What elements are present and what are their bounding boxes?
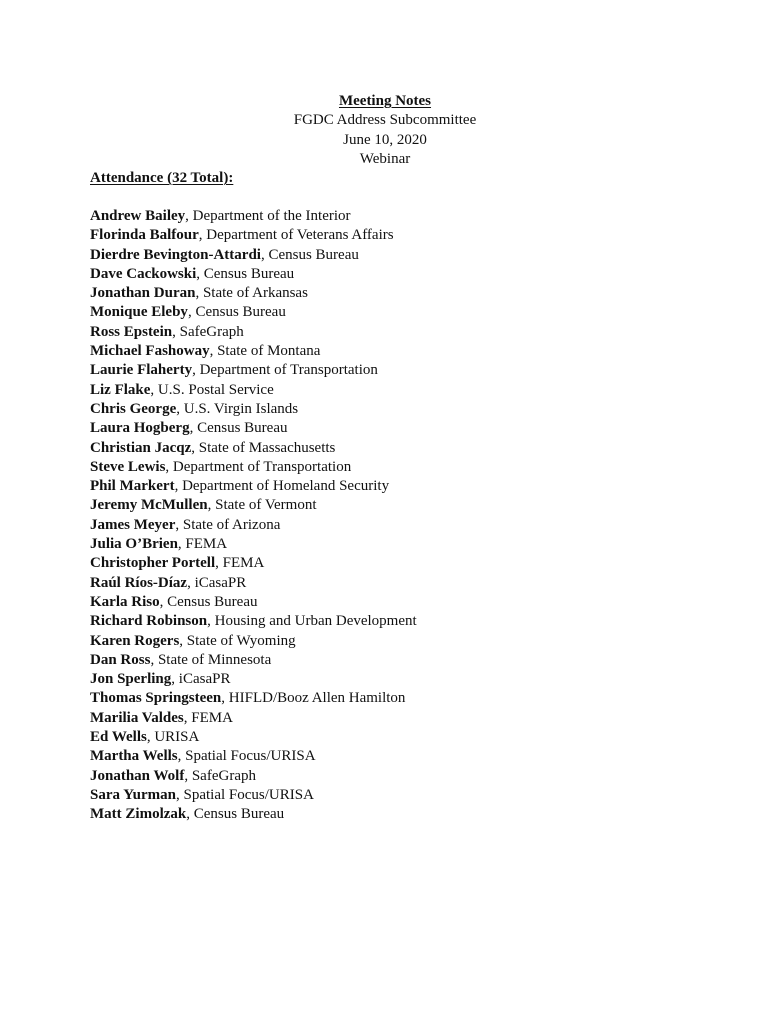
- attendee-name: Steve Lewis: [90, 458, 166, 475]
- attendee-organization: , State of Wyoming: [179, 632, 296, 649]
- attendee-name: Laura Hogberg: [90, 420, 190, 437]
- attendee-item: [90, 767, 417, 786]
- attendee-name: Monique Eleby: [90, 304, 188, 321]
- attendee-organization: , State of Minnesota: [150, 651, 272, 668]
- attendee-list: [90, 207, 417, 825]
- attendee-name: Raúl Ríos-Díaz: [90, 574, 188, 591]
- attendee-name: Jonathan Wolf: [90, 767, 185, 784]
- attendee-name: Richard Robinson: [90, 613, 208, 630]
- attendee-organization: , State of Arkansas: [195, 285, 308, 302]
- attendee-organization: , U.S. Postal Service: [150, 381, 274, 398]
- attendee-item: [90, 439, 417, 458]
- attendee-item: [90, 728, 417, 747]
- attendee-item: [90, 535, 417, 554]
- document-header: [0, 92, 770, 169]
- attendee-name: Thomas Springsteen: [90, 690, 222, 707]
- attendee-organization: , Spatial Focus/URISA: [176, 786, 314, 803]
- attendee-name: Julia O’Brien: [90, 536, 178, 553]
- attendee-item: [90, 361, 417, 380]
- attendee-item: [90, 400, 417, 419]
- attendee-name: Ross Epstein: [90, 323, 173, 340]
- attendee-organization: , Census Bureau: [159, 593, 258, 610]
- attendee-organization: , State of Montana: [209, 343, 321, 360]
- attendee-name: Dave Cackowski: [90, 265, 197, 282]
- page-title: Meeting Notes: [338, 93, 432, 109]
- attendee-organization: , Census Bureau: [189, 420, 288, 437]
- attendee-organization: , SafeGraph: [184, 767, 256, 784]
- attendee-name: Jonathan Duran: [90, 285, 196, 302]
- attendee-organization: , Department of Homeland Security: [174, 478, 390, 495]
- attendee-item: [90, 516, 417, 535]
- attendee-organization: , Spatial Focus/URISA: [177, 748, 316, 765]
- attendee-name: Christian Jacqz: [90, 439, 192, 456]
- attendee-item: [90, 747, 417, 766]
- attendee-organization: , Census Bureau: [186, 806, 285, 823]
- attendee-item: [90, 265, 417, 284]
- attendee-name: Laurie Flaherty: [90, 362, 193, 379]
- attendee-item: [90, 246, 417, 265]
- attendee-name: Phil Markert: [90, 478, 175, 495]
- meeting-date: June 10, 2020: [343, 131, 427, 148]
- attendee-item: [90, 381, 417, 400]
- attendee-item: [90, 689, 417, 708]
- attendee-organization: , FEMA: [183, 709, 233, 726]
- attendee-name: Karla Riso: [90, 593, 160, 610]
- attendee-name: Dierdre Bevington-Attardi: [90, 246, 261, 263]
- attendee-name: Michael Fashoway: [90, 343, 210, 360]
- attendee-organization: , HIFLD/Booz Allen Hamilton: [221, 690, 406, 707]
- attendee-name: Sara Yurman: [90, 786, 176, 803]
- attendee-organization: , URISA: [146, 729, 200, 746]
- attendee-item: [90, 632, 417, 651]
- attendee-item: [90, 477, 417, 496]
- attendee-name: Jeremy McMullen: [90, 497, 208, 514]
- attendee-organization: , Department of the Interior: [185, 208, 351, 224]
- attendee-name: Florinda Balfour: [90, 227, 199, 244]
- attendee-organization: , State of Arizona: [175, 516, 281, 533]
- attendee-item: [90, 303, 417, 322]
- attendance-heading: Attendance (32 Total):: [90, 170, 234, 186]
- attendee-item: [90, 207, 417, 226]
- attendee-name: Matt Zimolzak: [90, 806, 187, 823]
- attendee-item: [90, 786, 417, 805]
- attendee-name: James Meyer: [90, 516, 176, 533]
- attendee-item: [90, 284, 417, 303]
- attendee-item: [90, 651, 417, 670]
- attendee-item: [90, 593, 417, 612]
- attendee-item: [90, 323, 417, 342]
- attendee-name: Ed Wells: [90, 729, 147, 746]
- attendee-name: Liz Flake: [90, 381, 151, 398]
- attendee-organization: , Department of Transportation: [165, 458, 352, 475]
- attendee-name: Christopher Portell: [90, 555, 216, 572]
- attendee-name: Jon Sperling: [90, 671, 172, 688]
- attendee-organization: , FEMA: [177, 536, 228, 553]
- attendee-organization: , Housing and Urban Development: [207, 613, 417, 630]
- attendee-item: [90, 670, 417, 689]
- attendee-item: [90, 226, 417, 245]
- attendee-name: Marilia Valdes: [90, 709, 184, 726]
- attendee-name: Andrew Bailey: [90, 208, 186, 224]
- attendee-organization: , iCasaPR: [171, 671, 231, 688]
- attendee-organization: , SafeGraph: [172, 323, 244, 340]
- attendee-organization: , Department of Transportation: [192, 362, 378, 379]
- attendee-organization: , U.S. Virgin Islands: [176, 400, 299, 417]
- attendee-item: [90, 458, 417, 477]
- attendee-item: [90, 574, 417, 593]
- attendee-organization: , Department of Veterans Affairs: [198, 227, 394, 244]
- committee-name: FGDC Address Subcommittee: [293, 112, 477, 129]
- attendee-name: Dan Ross: [90, 651, 151, 668]
- attendee-item: [90, 612, 417, 631]
- attendee-name: Martha Wells: [90, 748, 178, 765]
- attendee-organization: , Census Bureau: [260, 246, 359, 263]
- attendee-organization: , State of Vermont: [207, 497, 317, 514]
- meeting-format: Webinar: [359, 150, 411, 167]
- attendee-name: Chris George: [90, 400, 177, 417]
- attendee-item: [90, 496, 417, 515]
- attendee-item: [90, 554, 417, 573]
- attendee-organization: , Census Bureau: [187, 304, 286, 321]
- attendee-name: Karen Rogers: [90, 632, 180, 649]
- attendee-organization: , Census Bureau: [196, 265, 295, 282]
- attendee-item: [90, 709, 417, 728]
- attendee-organization: , State of Massachusetts: [191, 439, 336, 456]
- attendee-item: [90, 805, 417, 824]
- attendee-organization: , iCasaPR: [187, 574, 247, 591]
- attendee-item: [90, 419, 417, 438]
- attendee-organization: , FEMA: [215, 555, 265, 572]
- attendee-item: [90, 342, 417, 361]
